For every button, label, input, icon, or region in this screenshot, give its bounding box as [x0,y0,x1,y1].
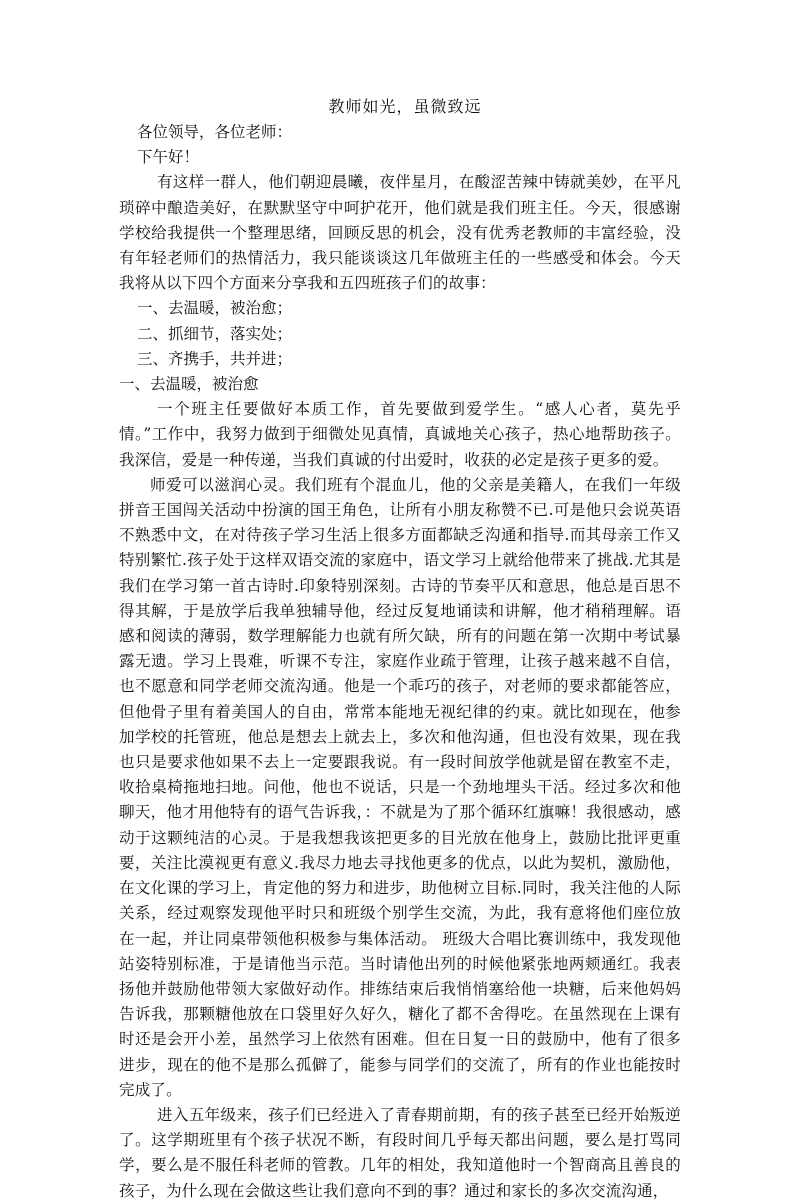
body-paragraph-1: 一个班主任要做好本质工作，首先要做到爱学生。“感人心者，莫先乎情。”工作中，我努力做到于细微处见真情，真诚地关心孩子，热心地帮助孩子。我深信，爱是一种传递，当我们真诚的付出爱时，收获的必定是孩子更多的爱。 [119,400,681,469]
greeting: 各位领导，各位老师： [137,123,293,141]
body-paragraph-2: 师爱可以滋润心灵。我们班有个混血儿，他的父亲是美籍人，在我们一年级拼音王国闯关活动中扮演的国王角色，让所有小朋友称赞不已.可是他只会说英语不熟悉中文，在对待孩子学习生活上很多方面都缺乏沟通和指导.而其母亲工作又特别繁忙.孩子处于这样双语交流的家庭中，语文学习上就给他带来了挑战.尤其是我们在学习第一首古诗时.印象特别深刻。古诗的节奏平仄和意思，他总是百思不得其解，于是放学后我单独辅导他，经过反复地诵读和讲解，他才稍稍理解。语感和阅读的薄弱，数学理解能力也就有所欠缺，所有的问题在第一次期中考试暴露无遗。学习上畏难，听课不专注，家庭作业疏于管理，让孩子越来越不自信，也不愿意和同学老师交流沟通。他是一个乖巧的孩子，对老师的要求都能答应，但他骨子里有着美国人的自由，常常本能地无视纪律的约束。就比如现在，他参加学校的托管班，他总是想去上就去上，多次和他沟通，但也没有效果，现在我也只是要求他如果不去上一定要跟我说。有一段时间放学他就是留在教室不走，收拾桌椅拖地扫地。问他，他也不说话，只是一个劲地埋头干活。经过多次和他聊天，他才用他特有的语气告诉我，：不就是为了那个循环红旗嘛！我很感动，感动于这颗纯洁的心灵。于是我想我该把更多的目光放在他身上，鼓励比批评更重要，关注比漠视更有意义.我尽力地去寻找他更多的优点，以此为契机，激励他，在文化课的学习上，肯定他的努力和进步，助他树立目标.同时，我关注他的人际关系，经过观察发现他平时只和班级个别学生交流，为此，我有意将他们座位放在一起，并让同桌带领他积极参与集体活动。 班级大合唱比赛训练中，我发现他站姿特别标准，于是请他当示范。当时请他出列的时候他紧张地两颊通红。我表扬他并鼓励他带领大家做好动作。排练结束后我悄悄塞给他一块糖，后来他妈妈告诉我，那颗糖他放在口袋里好久好久，糖化了都不舍得吃。在虽然现在上课有时还是会开小差，虽然学习上依然有困难。但在日复一日的鼓励中，他有了很多进步，现在的他不是那么孤僻了，能参与同学们的交流了，所有的作业也能按时完成了。 [119,475,681,1099]
intro-paragraph: 有这样一群人，他们朝迎晨曦，夜伴星月，在酸涩苦辣中铸就美妙，在平凡琐碎中酿造美好，在默默坚守中呵护花开，他们就是我们班主任。今天，很感谢学校给我提供一个整理思绪，回顾反思的机会，没有优秀老教师的丰富经验，没有年轻老师们的热情活力，我只能谈谈这几年做班主任的一些感受和体会。今天我将从以下四个方面来分享我和五四班孩子们的故事： [119,173,681,293]
outline-item-1: 一、去温暖，被治愈； [137,299,293,318]
outline-item-2: 二、抓细节，落实处； [137,324,293,343]
section-heading: 一、去温暖，被治愈 [119,375,259,394]
outline-item-3: 三、齐携手，共并进； [137,349,293,368]
document-title: 教师如光，虽微致远 [328,97,482,116]
body-paragraph-3: 进入五年级来，孩子们已经进入了青春期前期，有的孩子甚至已经开始叛逆了。这学期班里有个孩子状况不断，有段时间几乎每天都出问题，要么是打骂同学，要么是不服任科老师的管教。几年的相处，我知道他时一个智商高且善良的孩子，为什么现在会做这些让我们意向不到的事？通过和家长的多次交流沟通， [119,1105,681,1200]
good-afternoon: 下午好！ [137,148,200,167]
